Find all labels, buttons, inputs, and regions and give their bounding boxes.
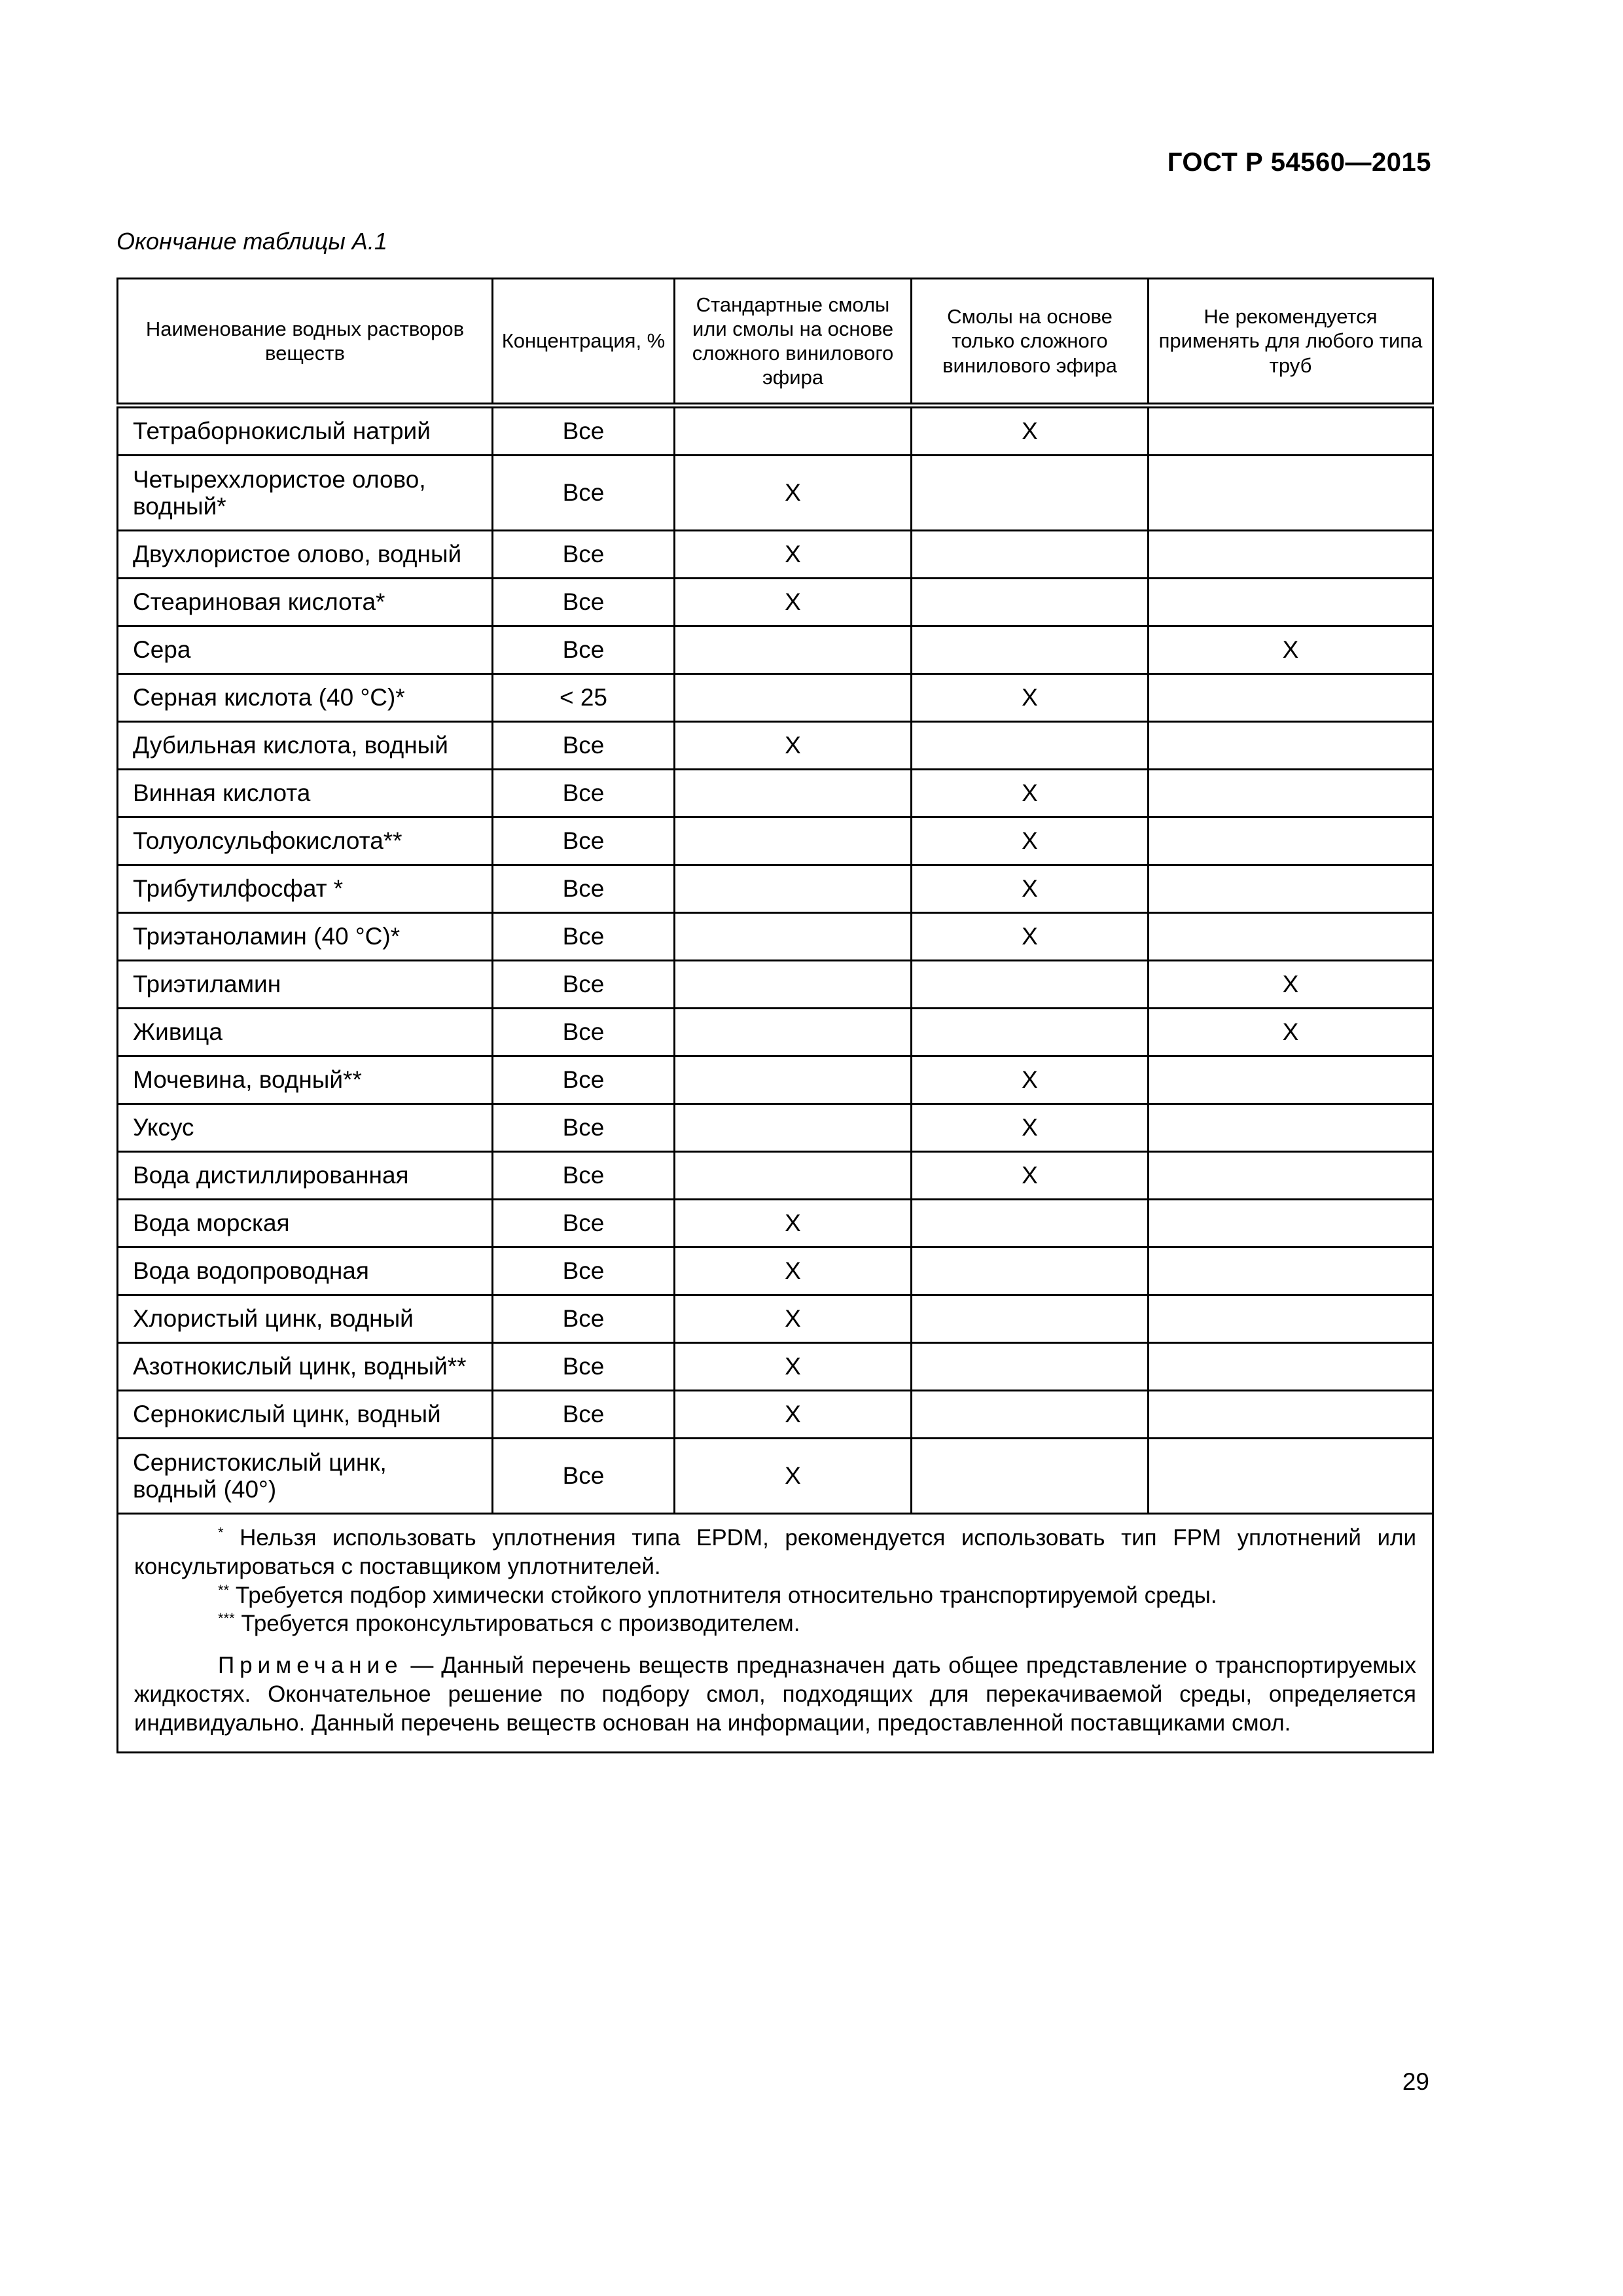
standard-resins-mark: X — [675, 1200, 912, 1247]
substance-name: Серная кислота (40 °С)* — [118, 674, 493, 722]
table-note — [134, 1651, 1416, 1737]
vinyl-ester-mark — [912, 1343, 1149, 1391]
footnote-1-text: Нельзя использовать уплотнения типа EPDM, рекомендуется использовать тип FPM уплотнений или консультироваться с поставщиком уплотнителей. — [134, 1525, 1416, 1579]
note-text: — Данный перечень веществ предназначен дать общее представление о транспортируемых жидкостях. Окончательное решение по подбору смол, подходящих для перекачиваемой среды, определяется индивидуально. Данный перечень веществ основан на информации, предоставленной поставщиками смол. — [134, 1653, 1416, 1736]
substance-name: Живица — [118, 1009, 493, 1056]
vinyl-ester-mark — [912, 1295, 1149, 1343]
vinyl-ester-mark: X — [912, 1152, 1149, 1200]
vinyl-ester-mark: X — [912, 1056, 1149, 1104]
table-header-row — [118, 279, 1433, 406]
vinyl-ester-mark — [912, 456, 1149, 531]
not-recommended-mark — [1149, 1104, 1433, 1152]
not-recommended-mark — [1149, 531, 1433, 579]
table-row — [118, 1247, 1433, 1295]
footnote-1 — [134, 1524, 1416, 1581]
concentration: Все — [493, 579, 675, 626]
vinyl-ester-mark — [912, 1009, 1149, 1056]
vinyl-ester-mark — [912, 1247, 1149, 1295]
table-row — [118, 722, 1433, 770]
standard-resins-mark: X — [675, 1295, 912, 1343]
substance-name: Триэтиламин — [118, 961, 493, 1009]
vinyl-ester-mark: X — [912, 865, 1149, 913]
concentration: Все — [493, 1295, 675, 1343]
substance-name: Толуолсульфокислота** — [118, 817, 493, 865]
not-recommended-mark: X — [1149, 961, 1433, 1009]
substance-name: Мочевина, водный** — [118, 1056, 493, 1104]
table-row — [118, 626, 1433, 674]
footnotes-row — [118, 1514, 1433, 1753]
substance-name: Дубильная кислота, водный — [118, 722, 493, 770]
concentration: < 25 — [493, 674, 675, 722]
substance-name: Тетраборнокислый натрий — [118, 406, 493, 456]
not-recommended-mark — [1149, 456, 1433, 531]
substance-name: Триэтаноламин (40 °С)* — [118, 913, 493, 961]
standard-resins-mark: X — [675, 1343, 912, 1391]
not-recommended-mark — [1149, 674, 1433, 722]
not-recommended-mark — [1149, 817, 1433, 865]
standard-resins-mark — [675, 1104, 912, 1152]
not-recommended-mark — [1149, 722, 1433, 770]
table-row — [118, 1295, 1433, 1343]
vinyl-ester-mark — [912, 1391, 1149, 1439]
concentration: Все — [493, 1439, 675, 1514]
table-row — [118, 1104, 1433, 1152]
concentration: Все — [493, 1009, 675, 1056]
vinyl-ester-mark — [912, 722, 1149, 770]
vinyl-ester-mark — [912, 1439, 1149, 1514]
standard-resins-mark — [675, 913, 912, 961]
concentration: Все — [493, 626, 675, 674]
table-body — [118, 406, 1433, 1514]
substance-name: Хлористый цинк, водный — [118, 1295, 493, 1343]
column-header-vinyl-ester-resins: Смолы на основе только сложного винилового эфира — [912, 279, 1149, 406]
substance-name: Четырехxлористое олово, водный* — [118, 456, 493, 531]
not-recommended-mark: X — [1149, 1009, 1433, 1056]
standard-resins-mark: X — [675, 531, 912, 579]
not-recommended-mark — [1149, 1439, 1433, 1514]
table-row — [118, 770, 1433, 817]
standard-resins-mark — [675, 406, 912, 456]
not-recommended-mark — [1149, 1391, 1433, 1439]
table-row — [118, 406, 1433, 456]
table-row — [118, 1439, 1433, 1514]
not-recommended-mark — [1149, 579, 1433, 626]
substance-name: Сера — [118, 626, 493, 674]
substance-name: Вода дистиллированная — [118, 1152, 493, 1200]
document-code: ГОСТ Р 54560—2015 — [1167, 148, 1431, 177]
column-header-substance: Наименование водных растворов веществ — [118, 279, 493, 406]
concentration: Все — [493, 1200, 675, 1247]
not-recommended-mark — [1149, 865, 1433, 913]
substance-name: Трибутилфосфат * — [118, 865, 493, 913]
table-row — [118, 1056, 1433, 1104]
substance-name: Вода водопроводная — [118, 1247, 493, 1295]
substance-name: Вода морская — [118, 1200, 493, 1247]
table-row — [118, 865, 1433, 913]
vinyl-ester-mark: X — [912, 770, 1149, 817]
substance-name: Стеариновая кислота* — [118, 579, 493, 626]
standard-resins-mark — [675, 1009, 912, 1056]
concentration: Все — [493, 913, 675, 961]
table-row — [118, 1391, 1433, 1439]
concentration: Все — [493, 531, 675, 579]
vinyl-ester-mark — [912, 579, 1149, 626]
substance-name: Сернистокислый цинк, водный (40°) — [118, 1439, 493, 1514]
standard-resins-mark — [675, 961, 912, 1009]
table-row — [118, 1009, 1433, 1056]
substance-name: Двухлористое олово, водный — [118, 531, 493, 579]
vinyl-ester-mark: X — [912, 913, 1149, 961]
substance-name: Азотнокислый цинк, водный** — [118, 1343, 493, 1391]
standard-resins-mark — [675, 865, 912, 913]
concentration: Все — [493, 1056, 675, 1104]
standard-resins-mark: X — [675, 1247, 912, 1295]
table-row — [118, 1152, 1433, 1200]
vinyl-ester-mark — [912, 531, 1149, 579]
standard-resins-mark — [675, 770, 912, 817]
concentration: Все — [493, 722, 675, 770]
footnote-3-text: Требуется проконсультироваться с производителем. — [241, 1611, 800, 1637]
concentration: Все — [493, 1343, 675, 1391]
vinyl-ester-mark — [912, 626, 1149, 674]
concentration: Все — [493, 817, 675, 865]
concentration: Все — [493, 1152, 675, 1200]
standard-resins-mark: X — [675, 1439, 912, 1514]
standard-resins-mark: X — [675, 722, 912, 770]
not-recommended-mark — [1149, 770, 1433, 817]
column-header-standard-resins: Стандартные смолы или смолы на основе сложного винилового эфира — [675, 279, 912, 406]
footnote-2 — [134, 1581, 1416, 1610]
concentration: Все — [493, 770, 675, 817]
table-row — [118, 1343, 1433, 1391]
table-row — [118, 674, 1433, 722]
not-recommended-mark — [1149, 406, 1433, 456]
standard-resins-mark: X — [675, 579, 912, 626]
vinyl-ester-mark: X — [912, 1104, 1149, 1152]
vinyl-ester-mark — [912, 961, 1149, 1009]
table-row — [118, 913, 1433, 961]
standard-resins-mark — [675, 626, 912, 674]
not-recommended-mark — [1149, 913, 1433, 961]
not-recommended-mark — [1149, 1056, 1433, 1104]
vinyl-ester-mark — [912, 1200, 1149, 1247]
vinyl-ester-mark: X — [912, 406, 1149, 456]
footnote-2-mark: ** — [218, 1581, 230, 1598]
table-row — [118, 961, 1433, 1009]
standard-resins-mark — [675, 817, 912, 865]
footnote-2-text: Требуется подбор химически стойкого уплотнителя относительно транспортируемой среды. — [235, 1582, 1217, 1608]
not-recommended-mark — [1149, 1152, 1433, 1200]
concentration: Все — [493, 406, 675, 456]
not-recommended-mark: X — [1149, 626, 1433, 674]
table-row — [118, 531, 1433, 579]
standard-resins-mark: X — [675, 1391, 912, 1439]
note-label: Примечание — [218, 1653, 403, 1678]
footnote-3-mark: *** — [218, 1610, 235, 1627]
concentration: Все — [493, 1247, 675, 1295]
table-row — [118, 817, 1433, 865]
substance-name: Сернокислый цинк, водный — [118, 1391, 493, 1439]
table-row — [118, 1200, 1433, 1247]
standard-resins-mark: X — [675, 456, 912, 531]
footnotes-cell — [118, 1514, 1433, 1753]
vinyl-ester-mark: X — [912, 674, 1149, 722]
not-recommended-mark — [1149, 1295, 1433, 1343]
not-recommended-mark — [1149, 1247, 1433, 1295]
substance-name: Винная кислота — [118, 770, 493, 817]
standard-resins-mark — [675, 1152, 912, 1200]
concentration: Все — [493, 961, 675, 1009]
table-row — [118, 579, 1433, 626]
concentration: Все — [493, 1104, 675, 1152]
table-caption: Окончание таблицы А.1 — [116, 228, 387, 255]
concentration: Все — [493, 1391, 675, 1439]
column-header-concentration: Концентрация, % — [493, 279, 675, 406]
vinyl-ester-mark: X — [912, 817, 1149, 865]
not-recommended-mark — [1149, 1343, 1433, 1391]
footnote-3 — [134, 1609, 1416, 1638]
concentration: Все — [493, 865, 675, 913]
page-number: 29 — [1402, 2068, 1429, 2095]
standard-resins-mark — [675, 674, 912, 722]
column-header-not-recommended: Не рекомендуется применять для любого типа труб — [1149, 279, 1433, 406]
chemical-resistance-table — [116, 278, 1432, 1753]
concentration: Все — [493, 456, 675, 531]
substance-name: Уксус — [118, 1104, 493, 1152]
not-recommended-mark — [1149, 1200, 1433, 1247]
table-row — [118, 456, 1433, 531]
footnote-1-mark: * — [218, 1524, 224, 1541]
standard-resins-mark — [675, 1056, 912, 1104]
